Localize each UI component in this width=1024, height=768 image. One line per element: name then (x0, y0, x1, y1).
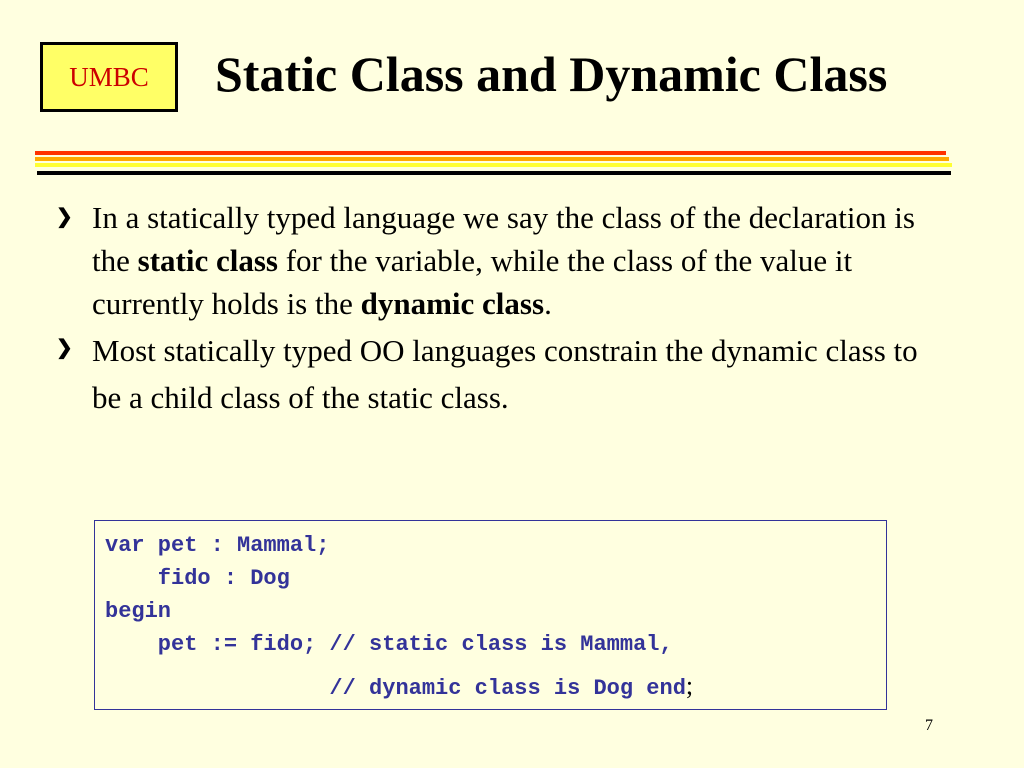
bullet-arrow-icon: ❯ (56, 206, 73, 228)
bullet-1-text (92, 200, 915, 321)
dynamic-class-term: dynamic class (360, 286, 545, 321)
static-class-term: static class (137, 243, 278, 278)
code-line-var-declaration: var pet : Mammal; (105, 533, 330, 558)
umbc-logo-box (40, 42, 178, 112)
title-divider-red-stripe (35, 151, 946, 155)
bullet-1-part-3: for the variable, while the class of the value it currently holds is the (92, 243, 853, 321)
code-line-dynamic-comment (105, 661, 886, 714)
bullet-1-part-1: In a statically typed language we say the class of the declaration is the (92, 200, 915, 278)
code-line-dynamic-comment-text: // dynamic class is Dog end (105, 676, 686, 701)
title-divider-black-stripe (37, 171, 951, 175)
code-example-box (94, 520, 887, 710)
code-line-fido-declaration: fido : Dog (105, 566, 290, 591)
umbc-logo-text: UMBC (69, 61, 149, 92)
code-line-begin: begin (105, 599, 172, 624)
code-line-assignment: pet := fido; // static class is Mammal, (105, 632, 673, 657)
bullet-2-text: Most statically typed OO languages constrain the dynamic class to be a child class of the static class. (92, 333, 918, 415)
bullet-1-period: . (544, 286, 552, 321)
page-number: 7 (925, 717, 933, 734)
bullet-item-oo-constraint (50, 327, 920, 421)
title-divider-yellow-stripe (35, 163, 952, 167)
bullet-item-static-dynamic-definition (50, 196, 920, 325)
slide-title: Static Class and Dynamic Class (215, 46, 888, 102)
title-divider-orange-stripe (35, 157, 949, 161)
bullet-arrow-icon: ❯ (56, 337, 73, 359)
code-trailing-semicolon: ; (685, 671, 694, 700)
bullet-list (50, 196, 920, 421)
